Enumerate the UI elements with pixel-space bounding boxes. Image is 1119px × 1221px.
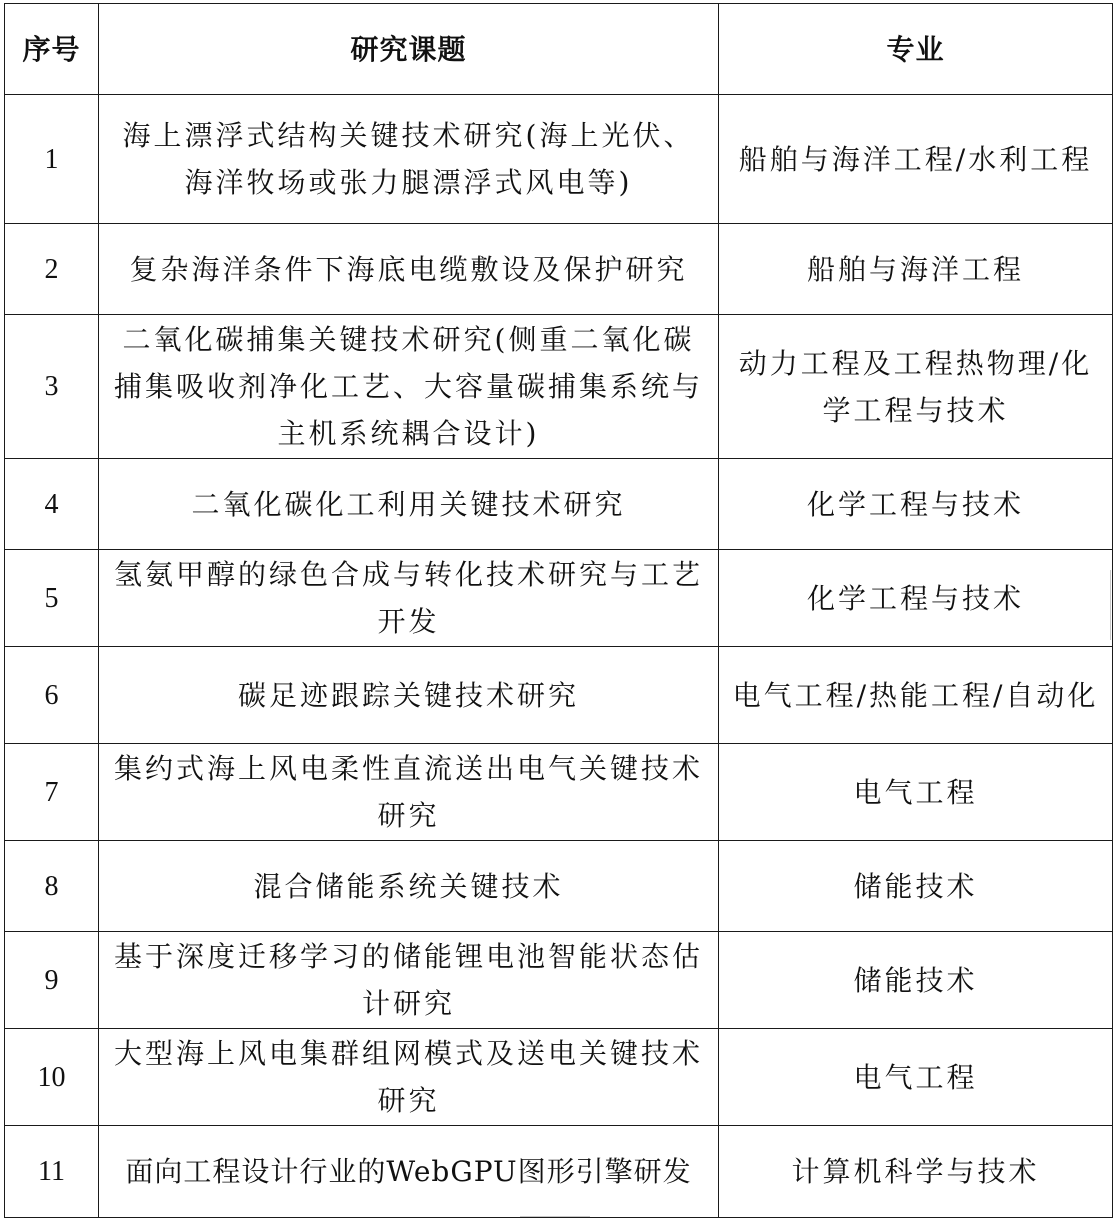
table-row	[5, 315, 1113, 459]
page-edge-marker	[1110, 570, 1119, 640]
header-num: 序号	[5, 4, 99, 95]
row-major: 船舶与海洋工程/水利工程	[719, 95, 1113, 224]
row-major: 化学工程与技术	[719, 459, 1113, 550]
table-row	[5, 647, 1113, 744]
row-num: 2	[5, 224, 99, 315]
row-topic: 面向工程设计行业的WebGPU图形引擎研发	[99, 1126, 719, 1218]
row-num: 9	[5, 932, 99, 1029]
table-row	[5, 1029, 1113, 1126]
row-num: 7	[5, 744, 99, 841]
row-topic: 复杂海洋条件下海底电缆敷设及保护研究	[99, 224, 719, 315]
row-topic: 混合储能系统关键技术	[99, 841, 719, 932]
header-major: 专业	[719, 4, 1113, 95]
row-major: 储能技术	[719, 841, 1113, 932]
row-topic: 海上漂浮式结构关键技术研究(海上光伏、海洋牧场或张力腿漂浮式风电等)	[99, 95, 719, 224]
row-topic: 氢氨甲醇的绿色合成与转化技术研究与工艺开发	[99, 550, 719, 647]
table-row	[5, 1126, 1113, 1218]
table-row	[5, 841, 1113, 932]
row-major: 电气工程/热能工程/自动化	[719, 647, 1113, 744]
row-topic: 二氧化碳化工利用关键技术研究	[99, 459, 719, 550]
row-num: 11	[5, 1126, 99, 1218]
row-major: 储能技术	[719, 932, 1113, 1029]
row-major: 电气工程	[719, 744, 1113, 841]
table-row	[5, 932, 1113, 1029]
row-num: 5	[5, 550, 99, 647]
row-num: 10	[5, 1029, 99, 1126]
row-num: 3	[5, 315, 99, 459]
row-major: 电气工程	[719, 1029, 1113, 1126]
row-num: 6	[5, 647, 99, 744]
research-topics-table	[4, 3, 1113, 1218]
table-row	[5, 459, 1113, 550]
row-num: 8	[5, 841, 99, 932]
row-topic: 二氧化碳捕集关键技术研究(侧重二氧化碳捕集吸收剂净化工艺、大容量碳捕集系统与主机系统耦合设计)	[99, 315, 719, 459]
row-topic: 大型海上风电集群组网模式及送电关键技术研究	[99, 1029, 719, 1126]
row-major: 动力工程及工程热物理/化学工程与技术	[719, 315, 1113, 459]
row-num: 1	[5, 95, 99, 224]
table-row	[5, 744, 1113, 841]
table-row	[5, 224, 1113, 315]
row-major: 化学工程与技术	[719, 550, 1113, 647]
row-num: 4	[5, 459, 99, 550]
row-topic: 基于深度迁移学习的储能锂电池智能状态估计研究	[99, 932, 719, 1029]
table-row	[5, 550, 1113, 647]
table-header-row	[5, 4, 1113, 95]
header-topic: 研究课题	[99, 4, 719, 95]
page-bottom-marker	[520, 1216, 590, 1221]
row-major: 计算机科学与技术	[719, 1126, 1113, 1218]
table-row	[5, 95, 1113, 224]
row-major: 船舶与海洋工程	[719, 224, 1113, 315]
row-topic: 碳足迹跟踪关键技术研究	[99, 647, 719, 744]
row-topic: 集约式海上风电柔性直流送出电气关键技术研究	[99, 744, 719, 841]
